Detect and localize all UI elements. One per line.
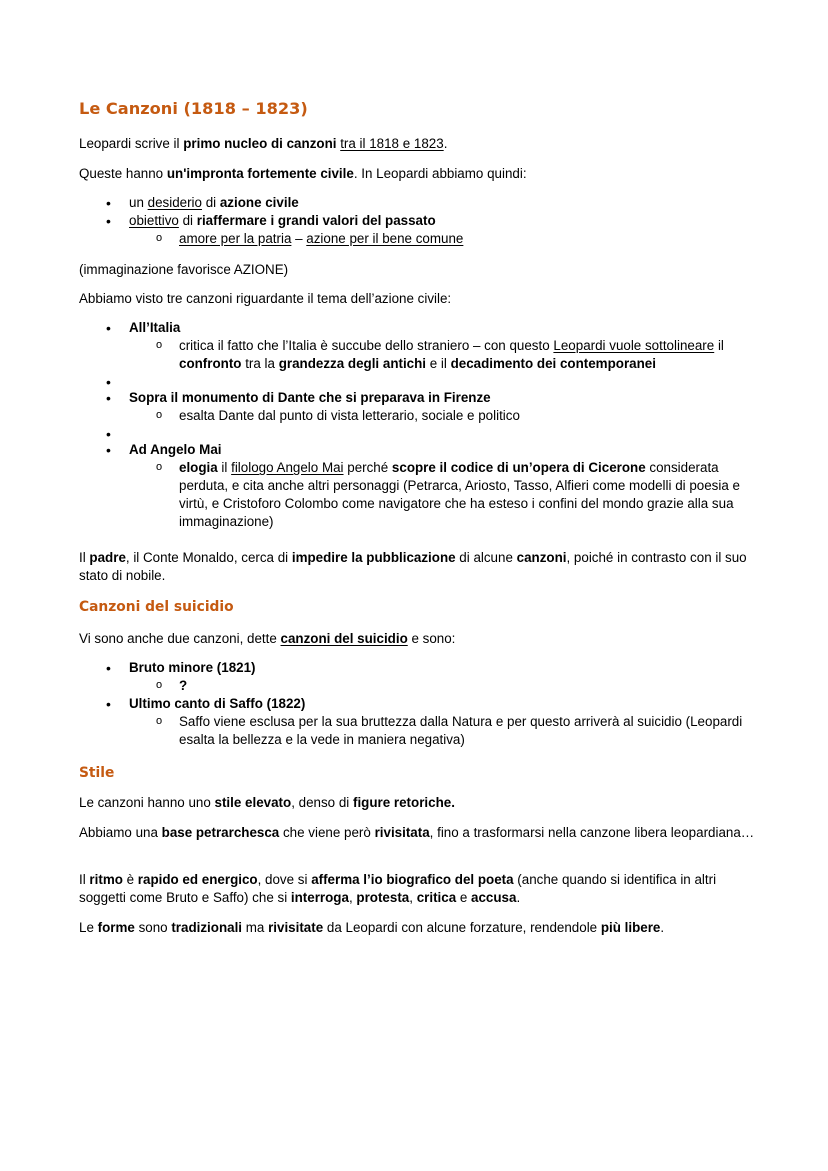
intro-paragraph-4: Abbiamo visto tre canzoni riguardante il tema dell’azione civile: [79,291,452,306]
spacer [79,373,759,389]
list-item: • un desiderio di azione civile [79,194,759,212]
sub-list-item: o critica il fatto che l’Italia è succube dello straniero – con questo Leopardi vuole sottolineare il confronto tra la grandezza degli antichi e il decadimento dei contemporanei [129,337,759,373]
list-item: • Ultimo canto di Saffo (1822) o Saffo viene esclusa per la sua bruttezza dalla Natura e per questo arriverà al suicidio (Leopardi esalta la bellezza e la vede in maniera negativa) [79,695,759,749]
style-paragraph-2: Abbiamo una base petrarchesca che viene però rivisitata, fino a trasformarsi nella canzone libera leopardiana… [79,825,755,840]
intro-paragraph-1: Leopardi scrive il primo nucleo di canzoni tra il 1818 e 1823. [79,136,448,151]
sub-list-item: o ? [129,677,759,695]
style-paragraph-1: Le canzoni hanno uno stile elevato, denso di figure retoriche. [79,795,455,810]
suicide-intro: Vi sono anche due canzoni, dette canzoni del suicidio e sono: [79,631,456,646]
section-heading-suicide: Canzoni del suicidio [79,599,234,615]
list-item: • All’Italia o critica il fatto che l’Italia è succube dello straniero – con questo Leopardi vuole sottolineare il confronto tra la grandezza degli antichi e il decadimento dei contemporanei [79,319,759,373]
imagination-note: (immaginazione favorisce AZIONE) [79,262,289,277]
poems-list [79,319,759,531]
page-title: Le Canzoni (1818 – 1823) [79,99,308,118]
style-paragraph-4: Le forme sono tradizionali ma rivisitate da Leopardi con alcune forzature, rendendole più libere. [79,920,665,935]
list-item: • obiettivo di riaffermare i grandi valori del passato o amore per la patria – azione per il bene comune [79,212,759,248]
father-paragraph: Il padre, il Conte Monaldo, cerca di impedire la pubblicazione di alcune canzoni, poiché in contrasto con il suo stato di nobile. [79,550,747,583]
list-item: • Bruto minore (1821) o ? [79,659,759,695]
list-item: • Sopra il monumento di Dante che si preparava in Firenze o esalta Dante dal punto di vista letterario, sociale e politico [79,389,759,425]
sub-list-item: o amore per la patria – azione per il bene comune [129,230,759,248]
suicide-list [79,659,759,749]
sub-list-item: o Saffo viene esclusa per la sua bruttezza dalla Natura e per questo arriverà al suicidio (Leopardi esalta la bellezza e la vede in maniera negativa) [129,713,759,749]
sub-list-item: o elogia il filologo Angelo Mai perché scopre il codice di un’opera di Cicerone considerata perduta, e cita anche altri personaggi (Petrarca, Ariosto, Tasso, Alfieri come modelli di poesia e virtù, e Cristoforo Colombo come navigatore che ha esteso i confini del mondo grazie alla sua immaginazione) [129,459,759,531]
list-item: • Ad Angelo Mai o elogia il filologo Angelo Mai perché scopre il codice di un’opera di Cicerone considerata perduta, e cita anche altri personaggi (Petrarca, Ariosto, Tasso, Alfieri come modelli di poesia e virtù, e Cristoforo Colombo come navigatore che ha esteso i confini del mondo grazie alla sua immaginazione) [79,441,759,531]
spacer [79,425,759,441]
style-paragraph-3: Il ritmo è rapido ed energico, dove si afferma l’io biografico del poeta (anche quando si identifica in altri soggetti come Bruto e Saffo) che si interroga, protesta, critica e accusa. [79,872,717,905]
section-heading-style: Stile [79,765,115,781]
intro-paragraph-2: Queste hanno un'impronta fortemente civile. In Leopardi abbiamo quindi: [79,166,527,181]
sub-list-item: o esalta Dante dal punto di vista letterario, sociale e politico [129,407,759,425]
civil-action-list [79,194,759,248]
